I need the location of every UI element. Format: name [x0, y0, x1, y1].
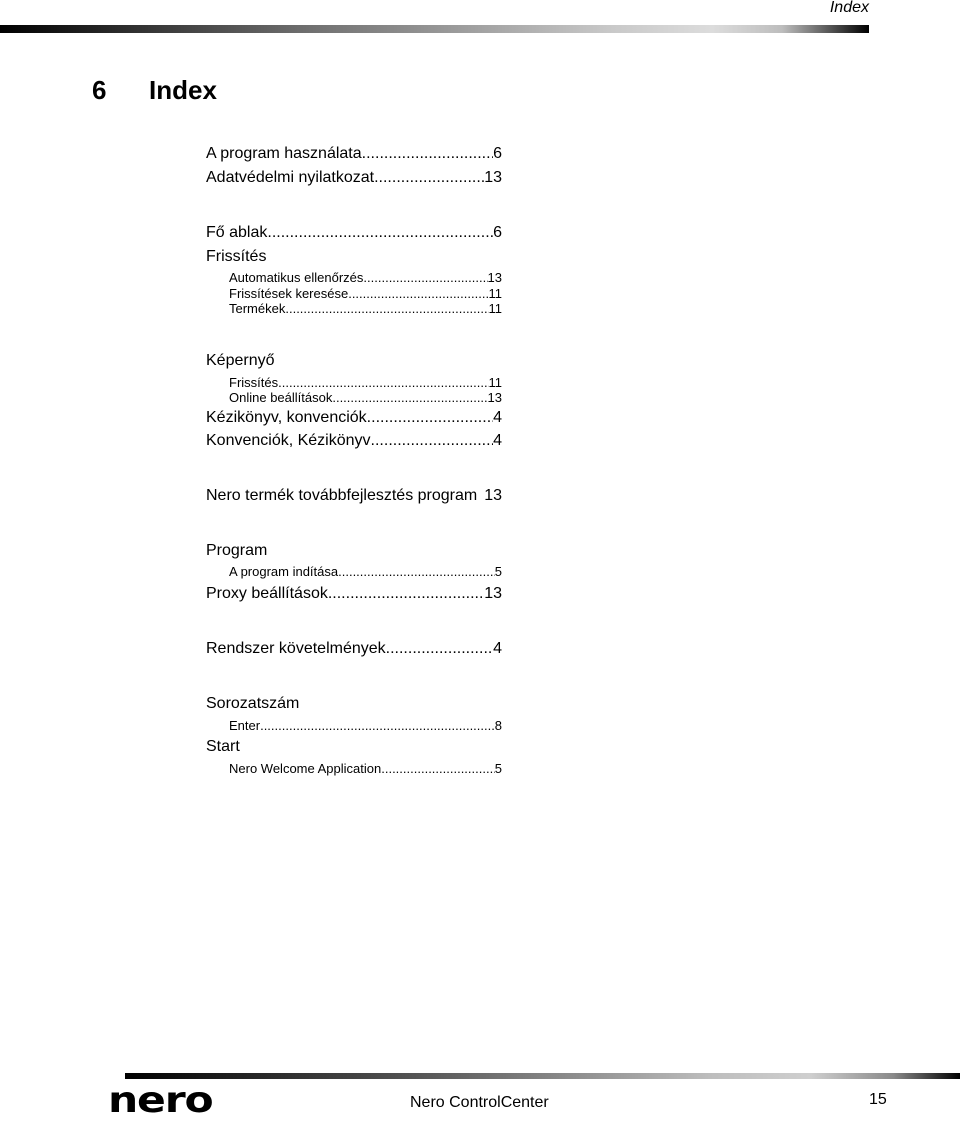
entry-page: 6: [493, 224, 502, 241]
entry-page: 13: [484, 585, 502, 602]
entry-text: Frissítések keresése: [229, 286, 349, 301]
index-subentry[interactable]: [229, 286, 502, 301]
index-heading: Sorozatszám: [206, 695, 300, 712]
entry-text: Enter: [229, 718, 261, 733]
entry-page: 8: [494, 718, 502, 733]
entry-page: 4: [493, 432, 502, 449]
index-subentry[interactable]: [229, 761, 502, 776]
index-heading: Start: [206, 738, 240, 755]
index-entry[interactable]: [206, 224, 502, 242]
index-entry[interactable]: [206, 169, 502, 187]
index-subentry[interactable]: [229, 270, 502, 285]
index-entry[interactable]: [206, 585, 502, 603]
entry-text: Nero termék továbbfejlesztés program: [206, 487, 478, 504]
index-entry[interactable]: [206, 432, 502, 450]
entry-page: 13: [484, 487, 502, 504]
entry-page: 11: [488, 375, 502, 390]
index-entry[interactable]: [206, 640, 502, 658]
entry-text: A program használata: [206, 145, 362, 162]
entry-text: A program indítása: [229, 564, 339, 579]
chapter-heading: [92, 75, 217, 106]
index-entry[interactable]: [206, 409, 502, 427]
index-subentry[interactable]: [229, 718, 502, 733]
entry-text: Kézikönyv, konvenciók: [206, 409, 367, 426]
index-subentry[interactable]: [229, 390, 502, 405]
entry-text: Proxy beállítások: [206, 585, 328, 602]
entry-page: 5: [494, 564, 502, 579]
entry-page: 13: [487, 270, 502, 285]
nero-logo: nero: [108, 1080, 213, 1121]
entry-text: Rendszer követelmények: [206, 640, 386, 657]
entry-text: Frissítés: [229, 375, 279, 390]
chapter-number: 6: [92, 75, 107, 105]
index-subentry[interactable]: [229, 375, 502, 390]
entry-text: Konvenciók, Kézikönyv: [206, 432, 371, 449]
entry-page: 11: [488, 286, 502, 301]
entry-text: Adatvédelmi nyilatkozat: [206, 169, 375, 186]
entry-page: 4: [493, 409, 502, 426]
index-subentry[interactable]: [229, 301, 502, 316]
chapter-title: Index: [149, 75, 217, 105]
entry-text: Termékek: [229, 301, 286, 316]
entry-page: 5: [494, 761, 502, 776]
entry-page: 13: [484, 169, 502, 186]
entry-text: Online beállítások: [229, 390, 333, 405]
index-entry[interactable]: [206, 487, 502, 505]
page-number: 15: [869, 1091, 887, 1108]
index-heading: Frissítés: [206, 248, 267, 265]
index-subentry[interactable]: [229, 564, 502, 579]
entry-text: Automatikus ellenőrzés: [229, 270, 364, 285]
index-heading: Képernyő: [206, 352, 275, 369]
footer-product-name: Nero ControlCenter: [410, 1094, 549, 1111]
index-heading: Program: [206, 542, 268, 559]
header-bar: [0, 25, 869, 33]
entry-text: Nero Welcome Application: [229, 761, 382, 776]
header-title: Index: [829, 0, 869, 16]
entry-page: 11: [488, 301, 502, 316]
footer-bar: [125, 1073, 960, 1079]
index-entry[interactable]: [206, 145, 502, 163]
entry-page: 4: [493, 640, 502, 657]
entry-page: 6: [493, 145, 502, 162]
entry-page: 13: [487, 390, 502, 405]
entry-text: Fő ablak: [206, 224, 268, 241]
